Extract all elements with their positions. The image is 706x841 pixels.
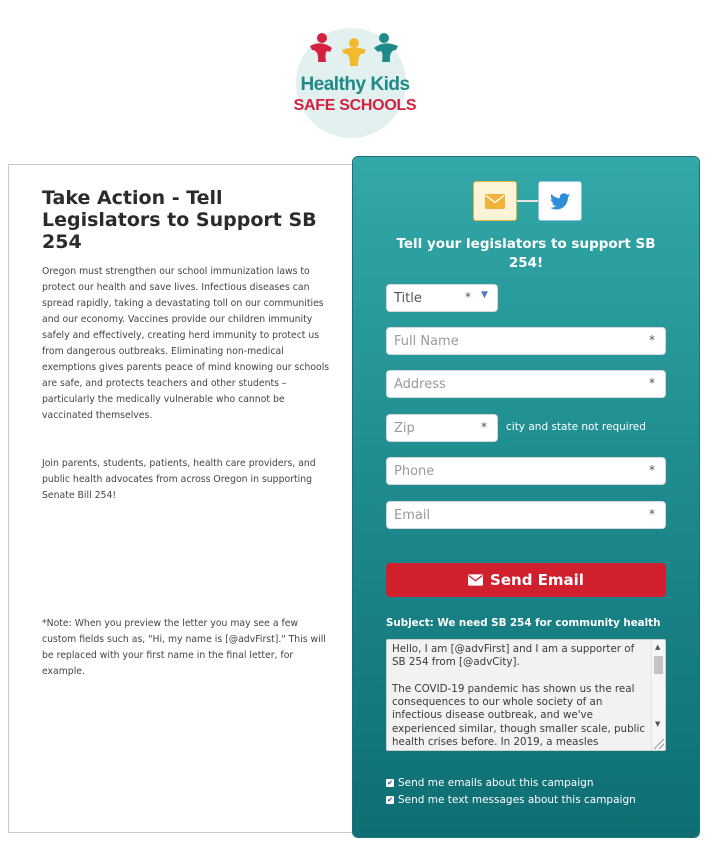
campaign-description-panel [8, 164, 362, 833]
logo-text-safe-schools: SAFE SCHOOLS [293, 97, 417, 114]
envelope-icon [468, 574, 483, 586]
twitter-channel-button[interactable] [538, 181, 582, 221]
letter-body: Hello, I am [@advFirst] and I am a supporter of SB 254 from [@advCity]. The COVID-19 pandemic has shown us the real consequences to our whole society of an infectious disease outbreak, and we've experienced similar, though smaller scale, public health crises before. In 2019, a measles [392, 643, 645, 749]
letter-textarea[interactable] [386, 639, 666, 751]
envelope-icon [485, 194, 505, 209]
required-marker: * [465, 290, 471, 304]
address-field-wrapper [386, 370, 666, 398]
full-name-field-wrapper [386, 327, 666, 355]
required-marker: * [649, 507, 655, 521]
logo-text-healthy-kids: Healthy Kids [300, 74, 410, 95]
email-optin-row[interactable] [386, 777, 593, 789]
preview-note: *Note: When you preview the letter you may see a few custom fields such as, "Hi, my name is [@advFirst]." This will be replaced with your first name in the final letter, for example. [42, 618, 326, 677]
zip-field-wrapper [386, 414, 498, 442]
email-subject: Subject: We need SB 254 for community health [386, 617, 661, 629]
scroll-down-icon[interactable]: ▼ [655, 720, 661, 728]
email-channel-button[interactable] [473, 181, 517, 221]
email-optin-label: Send me emails about this campaign [398, 777, 594, 789]
logo-figures-icon [308, 32, 400, 72]
email-optin-checkbox[interactable]: ✔ [387, 778, 393, 787]
text-optin-row[interactable] [386, 794, 636, 806]
phone-field-wrapper [386, 457, 666, 485]
form-title: Tell your legislators to support SB 254! [396, 236, 656, 271]
chevron-down-icon: ▼ [481, 290, 488, 300]
text-optin-checkbox[interactable]: ✔ [387, 795, 393, 804]
email-field-wrapper [386, 501, 666, 529]
twitter-bird-icon [550, 193, 570, 210]
action-form-panel [353, 157, 699, 837]
required-marker: * [649, 463, 655, 477]
letter-scrollbar[interactable] [651, 640, 665, 750]
title-select[interactable] [386, 284, 498, 312]
address-input[interactable] [387, 371, 665, 397]
phone-input[interactable] [387, 458, 665, 484]
required-marker: * [649, 333, 655, 347]
send-email-label: Send Email [490, 571, 584, 589]
zip-note: city and state not required [506, 421, 646, 433]
required-marker: * [649, 376, 655, 390]
title-select-value: Title [394, 291, 422, 306]
page-title: Take Action - Tell Legislators to Support SB 254 [42, 187, 317, 253]
healthy-kids-logo [288, 24, 422, 138]
channel-connector [517, 200, 538, 202]
full-name-input[interactable] [387, 328, 665, 354]
scroll-thumb[interactable] [654, 656, 663, 674]
send-email-button[interactable] [386, 563, 666, 597]
resize-grip-icon[interactable] [654, 739, 664, 749]
required-marker: * [481, 420, 487, 434]
email-input[interactable] [387, 502, 665, 528]
description-paragraph-2: Join parents, students, patients, health care providers, and public health advocates from across Oregon in supporting Senate Bill 254! [42, 458, 316, 501]
text-optin-label: Send me text messages about this campaign [398, 794, 636, 806]
scroll-up-icon[interactable]: ▲ [655, 643, 661, 651]
description-paragraph-1: Oregon must strengthen our school immunization laws to protect our health and save lives. Infectious diseases can spread rapidly, taking a devastating toll on our communities and our economy. Vaccines provide our children immunity safely and effectively, creating herd immunity to protect us from dangerous outbreaks. Eliminating non-medical exemptions gives parents peace of mind knowing our schools are safe, and protects teachers and other students – particularly the medically vulnerable who cannot be vaccinated themselves. [42, 266, 330, 421]
channel-selector [473, 181, 583, 223]
